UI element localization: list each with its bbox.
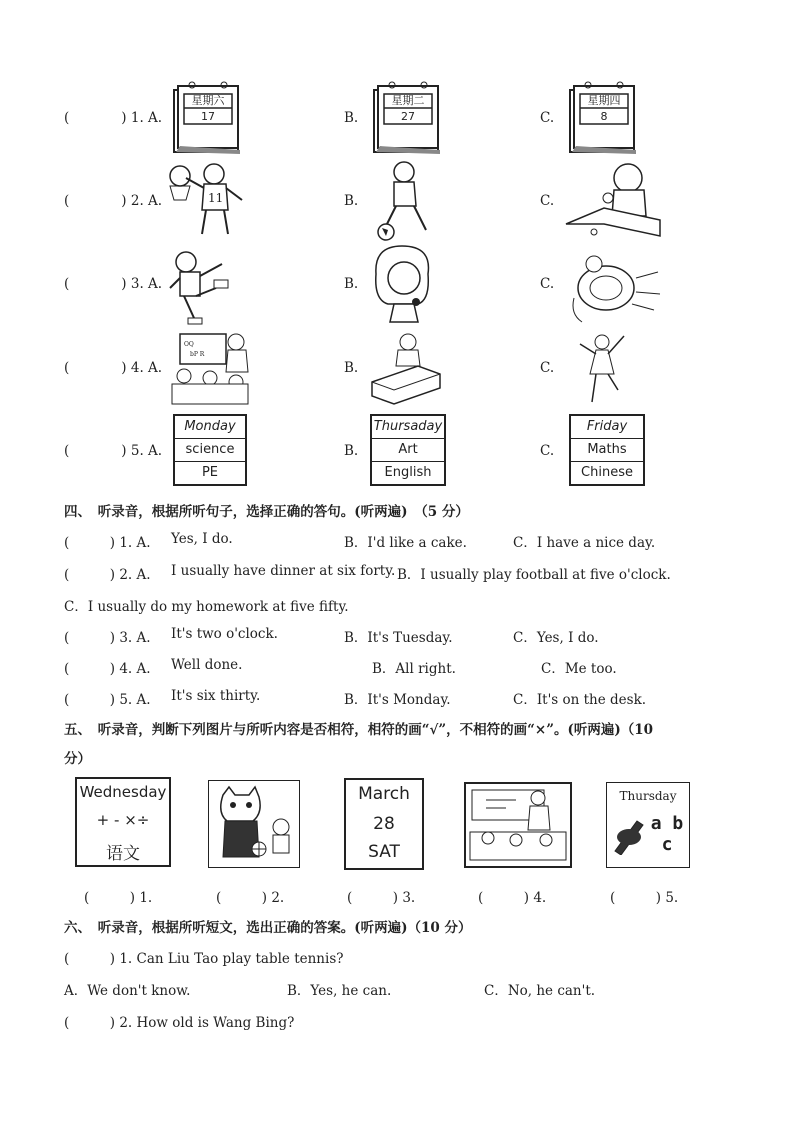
q3-row-label bbox=[64, 276, 162, 292]
dancing-girl-illustration bbox=[574, 330, 630, 406]
option-b-label: B. bbox=[344, 360, 359, 376]
question-number: ( ) 2. A. bbox=[64, 567, 151, 583]
option-b: B．Yes, he can. bbox=[287, 983, 392, 999]
q3-number: 3. A. bbox=[130, 276, 163, 292]
answer-blank-4[interactable]: ( ) 4. bbox=[478, 890, 547, 906]
paren-close: ) bbox=[121, 443, 127, 459]
classroom-teacher-icon bbox=[466, 784, 570, 866]
girl-table-tennis-illustration bbox=[564, 160, 664, 242]
paren-close: ) bbox=[121, 276, 127, 292]
question-2: ( ) 2. How old is Wang Bing? bbox=[64, 1015, 295, 1031]
option-b: B．All right. bbox=[372, 661, 456, 677]
section-heading: 五、 听录音，判断下列图片与所听内容是否相符，相符的画“√”，不相符的画“×”。(听两遍)（10 bbox=[64, 722, 654, 738]
calendar-date: 8 bbox=[600, 110, 608, 123]
option-b: B．It's Monday. bbox=[344, 692, 451, 708]
option-a: A．We don't know. bbox=[64, 983, 191, 999]
timetable-b bbox=[370, 414, 446, 486]
picture-card-4 bbox=[464, 782, 572, 868]
basketball-boy-illustration bbox=[166, 160, 248, 240]
q4-number: 4. A. bbox=[130, 360, 163, 376]
option-c: C．No, he can't. bbox=[484, 983, 596, 999]
timetable-subject: English bbox=[372, 461, 444, 484]
option-c-label: C. bbox=[540, 443, 555, 459]
option-c: C．Yes, I do. bbox=[513, 630, 599, 646]
svg-text:11: 11 bbox=[208, 191, 224, 205]
picture-card-2 bbox=[208, 780, 300, 868]
option-c: C．Me too. bbox=[541, 661, 617, 677]
option-b-label: B. bbox=[344, 193, 359, 209]
skating-boy-illustration bbox=[166, 248, 238, 328]
option-a: It's six thirty. bbox=[171, 688, 261, 704]
paren-close: ) bbox=[121, 193, 127, 209]
timetable-subject: science bbox=[175, 438, 245, 461]
timetable-subject: Art bbox=[372, 438, 444, 461]
option-c-label: C. bbox=[540, 193, 555, 209]
card-math-symbols: + - ×÷ bbox=[96, 811, 150, 829]
girl-bed-illustration bbox=[368, 332, 442, 406]
option-a: Yes, I do. bbox=[171, 531, 233, 547]
option-b-label: B. bbox=[344, 110, 359, 126]
option-c-label: C. bbox=[540, 110, 555, 126]
picture-card-1 bbox=[75, 777, 171, 867]
paren-open: ( bbox=[64, 443, 70, 459]
q2-number: 2. A. bbox=[130, 193, 163, 209]
classroom-illustration bbox=[170, 332, 252, 406]
pen-icon bbox=[611, 815, 647, 855]
singing-girl-illustration bbox=[370, 244, 436, 324]
question-number: ( ) 3. A. bbox=[64, 630, 151, 646]
calendar-day: 星期二 bbox=[391, 94, 425, 107]
question-number: ( ) 5. A. bbox=[64, 692, 151, 708]
svg-text:OQ: OQ bbox=[184, 341, 194, 348]
option-c: C．I have a nice day. bbox=[513, 535, 656, 551]
q2-row-label bbox=[64, 193, 162, 209]
option-b: B．It's Tuesday. bbox=[344, 630, 453, 646]
timetable-day: Friday bbox=[586, 419, 628, 434]
svg-text:bP R: bP R bbox=[190, 351, 205, 358]
paren-close: ) bbox=[121, 360, 127, 376]
card-day: Thursday bbox=[619, 789, 677, 803]
picture-card-3 bbox=[344, 778, 424, 870]
paren-open: ( bbox=[64, 360, 70, 376]
option-b-label: B. bbox=[344, 276, 359, 292]
paren-close: ) bbox=[121, 110, 127, 126]
option-a: It's two o'clock. bbox=[171, 626, 278, 642]
paren-open: ( bbox=[64, 110, 70, 126]
timetable-day: Monday bbox=[184, 419, 236, 434]
calendar-date: 27 bbox=[401, 110, 415, 123]
calendar-day: 星期六 bbox=[191, 94, 225, 107]
option-c: C．I usually do my homework at five fifty. bbox=[64, 599, 349, 615]
option-c: C．It's on the desk. bbox=[513, 692, 647, 708]
answer-blank-2[interactable]: ( ) 2. bbox=[216, 890, 285, 906]
card-month: March bbox=[358, 784, 410, 804]
card-date: 28 bbox=[373, 814, 395, 834]
question-number: ( ) 1. A. bbox=[64, 535, 151, 551]
calendar-day: 星期四 bbox=[587, 94, 621, 107]
swimming-illustration bbox=[566, 248, 662, 326]
football-boy-illustration bbox=[374, 160, 438, 242]
option-b: B．I'd like a cake. bbox=[344, 535, 467, 551]
card-day: Wednesday bbox=[79, 783, 167, 801]
section-heading: 四、 听录音，根据所听句子，选择正确的答句。(听两遍) （5 分） bbox=[64, 504, 469, 520]
cat-mouse-ball-icon bbox=[209, 781, 299, 867]
abc-letters: a b c bbox=[650, 813, 684, 855]
card-subject: 语文 bbox=[106, 844, 140, 864]
timetable-c bbox=[569, 414, 645, 486]
calendar-date: 17 bbox=[201, 110, 215, 123]
q5-number: 5. A. bbox=[130, 443, 163, 459]
question-1: ( ) 1. Can Liu Tao play table tennis? bbox=[64, 951, 344, 967]
paren-open: ( bbox=[64, 276, 70, 292]
calendar-b bbox=[370, 80, 440, 152]
question-number: ( ) 4. A. bbox=[64, 661, 151, 677]
timetable-subject: Chinese bbox=[571, 461, 643, 484]
paren-open: ( bbox=[64, 193, 70, 209]
calendar-a bbox=[170, 80, 240, 152]
answer-blank-5[interactable]: ( ) 5. bbox=[610, 890, 679, 906]
section-heading-cont: 分） bbox=[64, 751, 91, 767]
q5-row-label bbox=[64, 443, 162, 459]
card-weekday: SAT bbox=[368, 842, 400, 862]
timetable-day: Thursaday bbox=[373, 419, 443, 434]
q1-row-label bbox=[64, 110, 162, 126]
section-heading: 六、 听录音，根据所听短文，选出正确的答案。(听两遍)（10 分） bbox=[64, 920, 472, 936]
picture-card-5 bbox=[606, 782, 690, 868]
option-a: Well done. bbox=[171, 657, 243, 673]
calendar-c bbox=[566, 80, 636, 152]
option-a: I usually have dinner at six forty. bbox=[171, 563, 396, 579]
timetable-subject: PE bbox=[175, 461, 245, 484]
timetable-a bbox=[173, 414, 247, 486]
q1-number: 1. A. bbox=[130, 110, 163, 126]
option-b: B．I usually play football at five o'clock. bbox=[397, 567, 671, 583]
answer-blank-3[interactable]: ( ) 3. bbox=[347, 890, 416, 906]
option-c-label: C. bbox=[540, 360, 555, 376]
answer-blank-1[interactable]: ( ) 1. bbox=[84, 890, 153, 906]
option-c-label: C. bbox=[540, 276, 555, 292]
q4-row-label bbox=[64, 360, 162, 376]
timetable-subject: Maths bbox=[571, 438, 643, 461]
option-b-label: B. bbox=[344, 443, 359, 459]
